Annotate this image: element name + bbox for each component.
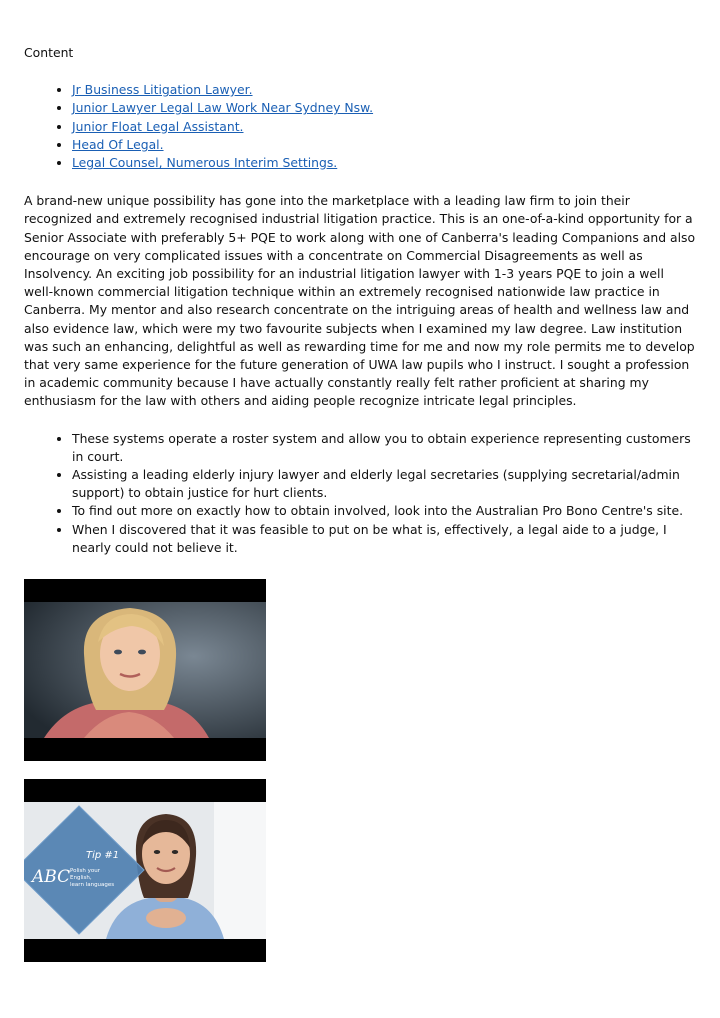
presenter-image xyxy=(24,802,266,939)
abc-logo: ABC xyxy=(32,867,71,887)
tip-label: Tip #1 xyxy=(86,850,120,861)
list-item: • When I discovered that it was feasible to put on be what is, effectively, a legal aide to a judge, I nearly could not believe it. xyxy=(72,521,696,557)
toc-item xyxy=(72,81,696,99)
toc-item xyxy=(72,118,696,136)
table-of-contents xyxy=(24,81,696,172)
overlay-line-3: learn languages xyxy=(70,882,115,888)
toc-link-jr-business-litigation-lawyer[interactable]: Jr Business Litigation Lawyer. xyxy=(72,82,253,98)
toc-item xyxy=(72,136,696,154)
content-heading: Content xyxy=(24,45,74,60)
toc-link-junior-float-legal-assistant[interactable]: Junior Float Legal Assistant. xyxy=(72,118,244,134)
bullet-list xyxy=(24,430,696,557)
toc-item xyxy=(72,154,696,172)
toc-link-legal-counsel[interactable]: Legal Counsel, Numerous Interim Settings. xyxy=(72,155,338,171)
overlay-line-2: English, xyxy=(70,875,92,881)
toc-link-junior-lawyer-sydney[interactable]: Junior Lawyer Legal Law Work Near Sydney Nsw. xyxy=(72,100,374,116)
video-thumbnail-2[interactable] xyxy=(24,779,266,962)
toc-item xyxy=(72,99,696,117)
video-frame xyxy=(24,802,266,939)
presenter-image xyxy=(24,602,266,738)
article xyxy=(24,44,696,557)
list-item: • To find out more on exactly how to obtain involved, look into the Australian Pro Bono Centre's site. xyxy=(72,502,696,520)
video-thumbnail-1[interactable] xyxy=(24,579,266,761)
list-item: • Assisting a leading elderly injury lawyer and elderly legal secretaries (supplying secretarial/admin support) to obtain justice for hurt clients. xyxy=(72,466,696,502)
video-frame xyxy=(24,602,266,738)
body-paragraph: A brand-new unique possibility has gone into the marketplace with a leading law firm to join their recognized and extremely recognised industrial litigation practice. This is an one-of-a-kind opportunity for a Senior Associate with preferably 5+ PQE to work along with one of Canberra's leading Companions and also encourage on very complicated issues with a concentrate on Commercial Disagreements as well as Insolvency. An exciting job possibility for an industrial litigation lawyer with 1-3 years PQE to join a well well-known commercial litigation technique within an extremely recognised nationwide law practice in Canberra. My mentor and also research concentrate on the intriguing areas of health and wellness law and also evidence law, which were my two favourite subjects when I examined my law degree. Law institution was such an enhancing, delightful as well as rewarding time for me and now my role permits me to develop that very same experience for the future generation of UWA law pupils who I instruct. I sought a profession in academic community because I have actually constantly really felt rather proficient at sharing my enthusiasm for the law with others and aiding people recognize intricate legal principles. xyxy=(24,193,696,409)
overlay-line-1: Polish your xyxy=(70,868,101,874)
toc-link-head-of-legal[interactable]: Head Of Legal. xyxy=(72,136,164,152)
list-item: • These systems operate a roster system and allow you to obtain experience representing customers in court. xyxy=(72,430,696,466)
